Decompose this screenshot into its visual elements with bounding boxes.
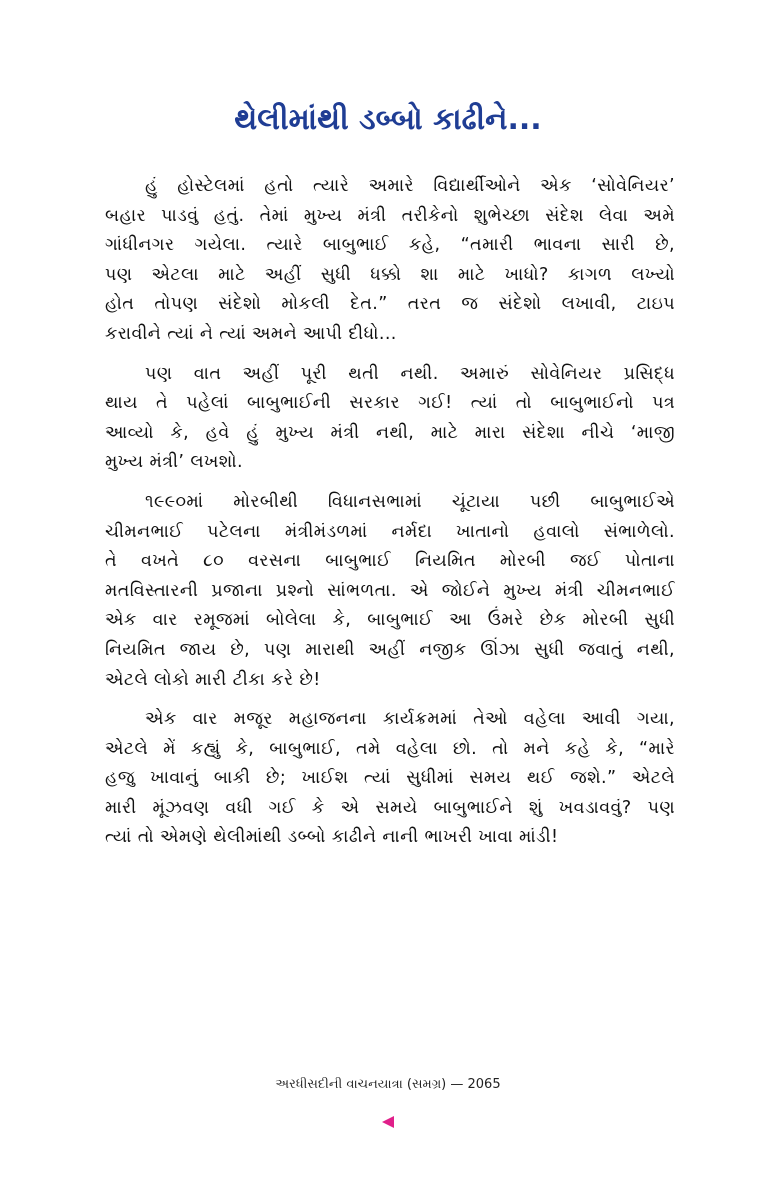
- text-line: હું હોસ્ટેલમાં હતો ત્યારે અમારે વિદ્યાર્થીઓને એક ‘સોવેનિયર’: [145, 176, 675, 196]
- text-line: મતવિસ્તારની પ્રજાના પ્રશ્નો સાંભળતા. એ જોઈને મુખ્ય મંત્રી ચીમનભાઈ: [105, 580, 675, 601]
- paragraph-3: [105, 488, 675, 695]
- text-line: એક વાર રમૂજમાં બોલેલા કે, બાબુભાઈ આ ઉંમરે છેક મોરબી સુધી: [105, 610, 675, 631]
- article-body: [105, 172, 675, 863]
- text-line: નિયમિત જાય છે, પણ મારાથી અહીં નજીક ઊંઝા સુધી જવાતું નથી,: [105, 639, 675, 660]
- paragraph-2: [105, 360, 675, 478]
- text-line: હજુ ખાવાનું બાકી છે; ખાઈશ ત્યાં સુધીમાં સમય થઈ જશે.” એટલે: [105, 768, 675, 789]
- text-line: ગાંધીનગર ગયેલા. ત્યારે બાબુભાઈ કહે, “તમારી ભાવના સારી છે,: [105, 235, 675, 256]
- text-line: આવ્યો કે, હવે હું મુખ્ય મંત્રી નથી, માટે મારા સંદેશા નીચે ‘માજી: [105, 422, 675, 443]
- text-line: તે વખતે ૮૦ વરસના બાબુભાઈ નિયમિત મોરબી જઈ પોતાના: [105, 551, 675, 572]
- triangle-shape: [382, 1116, 394, 1128]
- text-line: ત્યાં તો એમણે થેલીમાંથી ડબ્બો કાઢીને નાની ભાખરી ખાવા માંડી!: [105, 827, 559, 848]
- text-line: થાય તે પહેલાં બાબુભાઈની સરકાર ગઈ! ત્યાં તો બાબુભાઈનો પત્ર: [105, 393, 675, 414]
- page-title: થેલીમાંથી ડબ્બો કાઢીને...: [234, 102, 542, 137]
- text-line: એટલે લોકો મારી ટીકા કરે છે!: [105, 669, 321, 690]
- text-line: ૧૯૯૦માં મોરબીથી વિધાનસભામાં ચૂંટાયા પછી બાબુભાઈએ: [145, 491, 675, 512]
- page-footer: અરધીસદીની વાચનયાત્રા (સમગ્ર) — 2065: [275, 1077, 501, 1092]
- text-line: ચીમનભાઈ પટેલના મંત્રીમંડળમાં નર્મદા ખાતાનો હવાલો સંભાળેલો.: [105, 521, 675, 542]
- text-line: કરાવીને ત્યાં ને ત્યાં અમને આપી દીધો...: [105, 323, 397, 344]
- text-line: પણ વાત અહીં પૂરી થતી નથી. અમારું સોવેનિયર પ્રસિદ્ધ: [145, 363, 675, 384]
- text-line: પણ એટલા માટે અહીં સુધી ધક્કો શા માટે ખાધો? કાગળ લખ્યો: [105, 264, 675, 285]
- text-line: હોત તોપણ સંદેશો મોકલી દેત.” તરત જ સંદેશો લખાવી, ટાઇપ: [105, 294, 675, 315]
- text-line: બહાર પાડવું હતું. તેમાં મુખ્ય મંત્રી તરીકેનો શુભેચ્છા સંદેશ લેવા અમે: [105, 205, 675, 226]
- text-line: મારી મૂંઝવણ વધી ગઈ કે એ સમયે બાબુભાઈને શું ખવડાવવું? પણ: [105, 797, 675, 818]
- text-line: મુખ્ય મંત્રી’ લખશો.: [105, 452, 243, 473]
- paragraph-1: [105, 172, 675, 350]
- text-line: એટલે મેં કહ્યું કે, બાબુભાઈ, તમે વહેલા છો. તો મને કહે કે, “મારે: [105, 738, 675, 759]
- text-line: એક વાર મજૂર મહાજનના કાર્યક્રમમાં તેઓ વહેલા આવી ગયા,: [145, 709, 675, 730]
- previous-page-triangle-icon[interactable]: [380, 1114, 396, 1130]
- paragraph-4: [105, 705, 675, 853]
